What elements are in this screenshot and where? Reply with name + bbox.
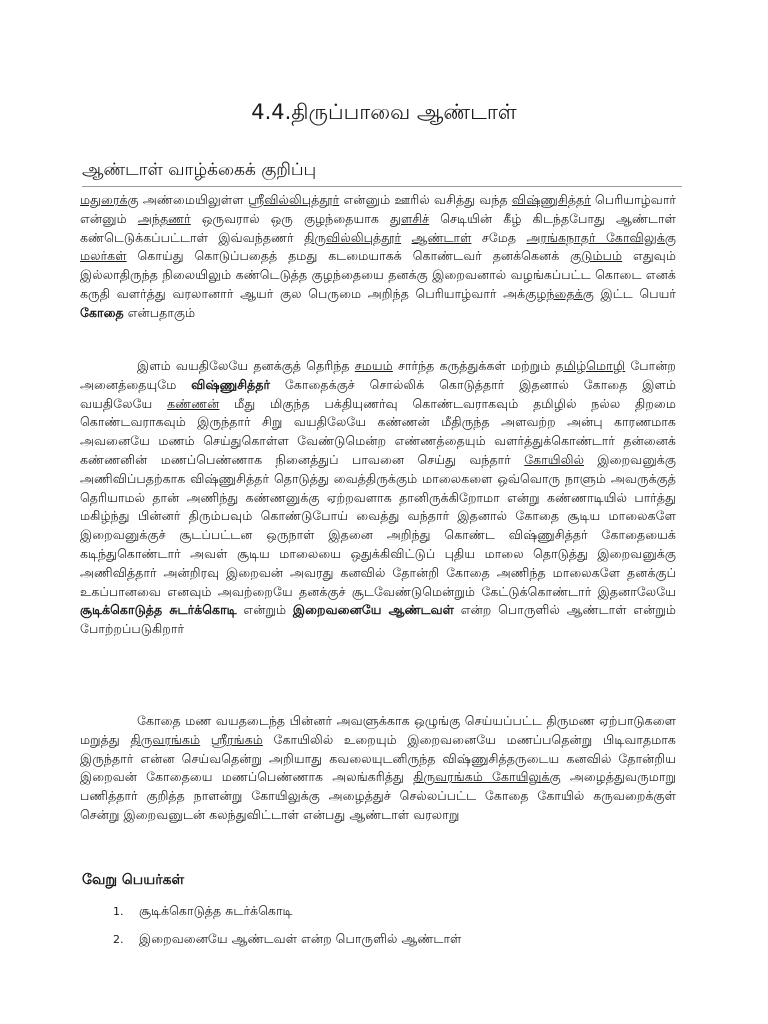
underlined-term: குழந்தைக்கு xyxy=(525,285,594,301)
text-run: சார்ந்த கருத்துக்கள் மற்றும் xyxy=(392,358,556,373)
text-run: கொய்து கொடுப்பதைத் தமது கடமையாகக் கொண்டவர் தனக்கெனக் xyxy=(126,248,571,264)
list-item xyxy=(113,897,461,925)
underlined-term: மலர்கள் xyxy=(80,248,127,264)
heading-divider xyxy=(82,186,682,187)
section-heading: ஆண்டாள் வாழ்க்கைக் குறிப்பு xyxy=(82,160,317,180)
bold-term: கோதை xyxy=(80,304,124,320)
text-run: என்னும் ஊரில் வசித்து வந்த xyxy=(339,192,512,207)
underlined-term: துளசிச் xyxy=(390,210,430,226)
list-item-text: சூடிக்கொடுத்த சுடர்க்கொடி xyxy=(139,902,293,918)
underlined-term: அந்தணர் xyxy=(137,210,191,226)
other-names-heading: வேறு பெயர்கள் xyxy=(82,872,185,888)
bold-term: விஷ்ணுசித்தர் xyxy=(191,376,271,392)
text-run: போன்ற அனைத்தையுமே xyxy=(80,358,676,392)
list-item xyxy=(113,925,461,953)
text-run: அண்மையிலுள்ள xyxy=(138,192,248,207)
paragraph-biography xyxy=(80,191,676,323)
text-run: என்ற பொருளில் ஆண்டாள் என்றும் போற்றப்படுகிறார் xyxy=(80,602,677,637)
underlined-term: அரங்கநாதர் கோவிலுக்கு xyxy=(526,229,677,245)
text-run: எதுவும் இல்லாதிருந்த நிலையிலும் கண்டெடுத்த குழந்தையை தனக்கு இறைவனால் வழங்கப்பட்ட கொடை எனக் கருதி வளர்த்து வரலானார் ஆயர் குல பெருமை அறிந்த பெரியாழ்வார் அக் xyxy=(80,248,676,301)
list-item-text: இறைவனையே ஆண்டவள் என்ற பொருளில் ஆண்டாள் xyxy=(139,930,462,946)
underlined-term: ஸ்ரீரங்கம் xyxy=(210,731,263,747)
list-number: 2. xyxy=(113,932,124,946)
text-run xyxy=(200,732,211,747)
text-run: கோதை மண வயதடைந்த பின்னர் அவளுக்காக ஒழுங்கு செய்யப்பட்ட திருமண ஏற்பாடுகளை மறுத்து xyxy=(80,713,676,747)
text-run: சமேத xyxy=(471,229,527,245)
text-run: அழைத்துவருமாறு பணித்தார் குறித்த நாளன்று கோயிலுக்கு அழைத்துச் செல்லப்பட்ட கோதை கோயில் கருவறைக்குள் சென்று இறைவனுடன் கலந்துவிட்டாள் என்பது ஆண்டாள் வரலாறு xyxy=(80,769,677,822)
text-run: மீது மிகுந்த பக்தியுணர்வு கொண்டவராகவும் தமிழில் நல்ல திறமை கொண்டவராகவும் இருந்தார் சிறு வயதிலேயே கண்ணன் மீதிருந்த அளவற்ற அன்பு காரணமாக அவனையே மணம் செய்துகொள்ள வேண்டுமென்ற எண்ணத்தையும் வளர்த்துக்கொண்டார் தன்னைக் கண்ணனின் மணப்பெண்ணாக நினைத்துப் பாவனை செய்து வந்தார் xyxy=(80,395,676,467)
text-run: கோதைக்குச் சொல்லிக் கொடுத்தார் இதனால் கோதை இளம் வயதிலேயே xyxy=(80,376,676,411)
paragraph-marriage xyxy=(80,712,676,825)
underlined-term: குடும்பம் xyxy=(570,248,623,264)
other-names-list xyxy=(113,897,461,953)
text-run: என்றும் xyxy=(236,602,293,618)
underlined-term: விஷ்ணுசித்தர் xyxy=(511,192,591,207)
text-run: இளம் வயதிலேயே தனக்குத் தெரிந்த xyxy=(137,358,355,373)
paragraph-childhood xyxy=(80,357,676,639)
text-run: என்பதாகும் xyxy=(123,304,196,320)
underlined-term: திருவரங்கம் கோயிலுக்கு xyxy=(413,769,561,785)
underlined-term: சமயம் xyxy=(354,358,393,373)
text-run: இட்ட பெயர் xyxy=(593,285,677,301)
list-number: 1. xyxy=(113,904,124,918)
underlined-term: திருவரங்கம் xyxy=(130,731,201,747)
text-run: பெரியாழ்வார் என்னும் xyxy=(80,192,677,226)
bold-term: இறைவனையே ஆண்டவள் xyxy=(292,602,455,618)
text-run: கோயிலில் உறையும் இறைவனையே மணப்பதென்று பிடிவாதமாக இருந்தார் என்ன செய்வதென்று அறியாது கவலையுடனிருந்த விஷ்ணுசித்தருடைய கனவில் தோன்றிய இறைவன் கோதையை மணப்பெண்ணாக அலங்கரித்து xyxy=(80,731,676,785)
underlined-term: திருவில்லிபுத்தூர் xyxy=(304,229,402,245)
underlined-term: மதுரைக்கு xyxy=(80,192,139,207)
text-run: ஒருவரால் ஒரு குழந்தையாக xyxy=(190,210,391,226)
text-run xyxy=(401,230,411,245)
underlined-term: கண்ணன் xyxy=(167,395,220,411)
text-run: செடியின் கீழ் கிடந்தபோது ஆண்டாள் கண்டெடுக்கப்பட்டாள் இவ்வந்தணர் xyxy=(80,210,676,245)
text-run: இறைவனுக்கு அணிவிப்பதற்காக விஷ்ணுசித்தர் தொடுத்து வைத்திருக்கும் மாலைகளை ஒவ்வொரு நாளும் அவருக்குத் தெரியாமல் தான் அணிந்து கண்ணனுக்கு ஏற்றவளாக தானிருக்கிறோமா என்று கண்ணாடியில் பார்த்து மகிழ்ந்து பின்னர் திரும்பவும் கொண்டுபோய் வைத்து வந்தார் இதனால் கோதை சூடிய மாலைகளே இறைவனுக்குச் சூடப்பட்டன ஒருநாள் இதனை அறிந்து கொண்ட விஷ்ணுசித்தர் கோதையைக் கடிந்துகொண்டார் அவள் சூடிய மாலையை ஒதுக்கிவிட்டுப் புதிய மாலை தொடுத்து இறைவனுக்கு அணிவித்தார் அன்றிரவு இறைவன் அவரது கனவில் தோன்றி கோதை அணிந்த மாலைகளே தனக்குப் உகப்பானவை எனவும் அவற்றையே தனக்குச் சூடவேண்டுமென்றும் கேட்டுக்கொண்டார் இதனாலேயே xyxy=(80,451,676,599)
bold-term: சூடிக்கொடுத்த சுடர்க்கொடி xyxy=(80,602,237,618)
underlined-term: கோயிலில் xyxy=(524,451,585,467)
underlined-term: ஸ்ரீவில்லிபுத்தூர் xyxy=(247,192,340,207)
underlined-term: ஆண்டாள் xyxy=(411,229,472,245)
underlined-term: தமிழ்மொழி xyxy=(555,358,626,373)
page-title: 4.4.திருப்பாவை ஆண்டாள் xyxy=(251,100,517,125)
